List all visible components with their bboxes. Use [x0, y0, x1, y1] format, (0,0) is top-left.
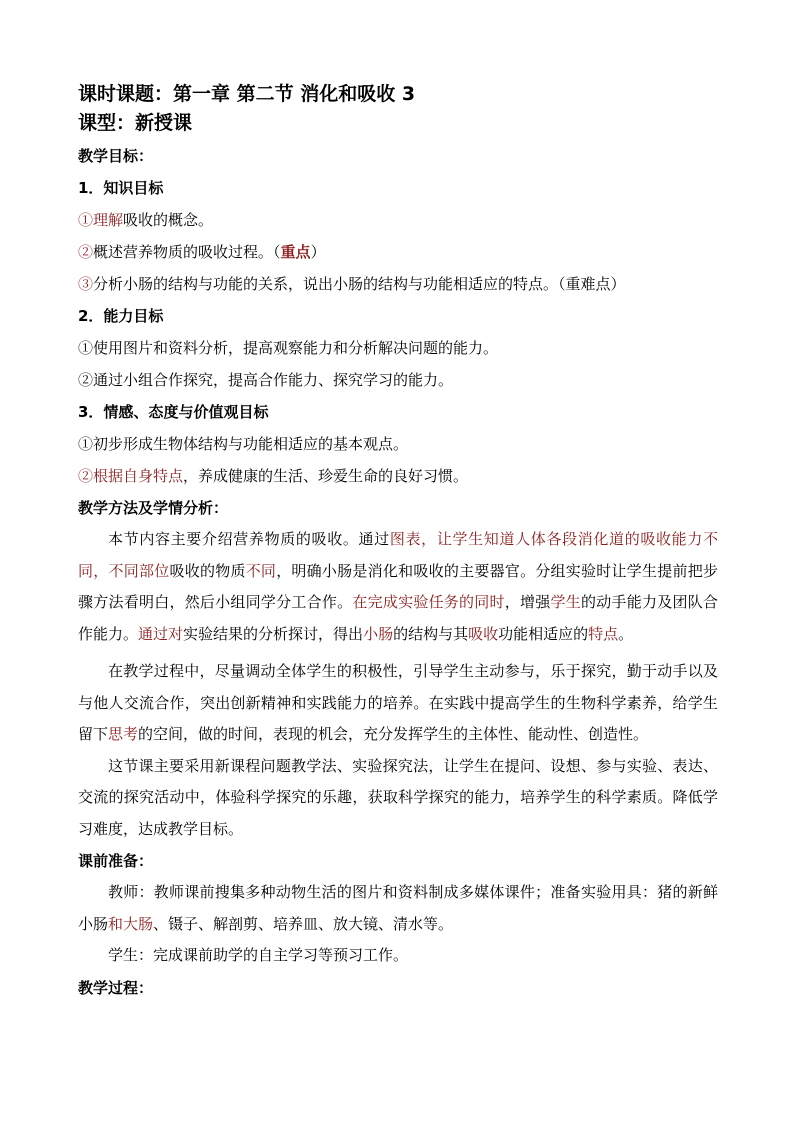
highlight-run: 吸收	[468, 624, 499, 643]
text-run: ，明确小肠是消化和吸收的主要器官。分组实验时让学生提前把步骤方法看明白，然后小组同学分工合作。	[78, 561, 718, 611]
emphasis-text: 重点	[280, 243, 311, 261]
text-run: 的空间，做的时间，表现的机会，充分发挥学生的主体性、能动性、创造性。	[138, 725, 649, 743]
highlight-run: 在完成实验任务的	[352, 593, 475, 611]
item-text: 概述营养物质的吸收过程。	[93, 243, 274, 261]
preparation-teacher	[78, 877, 718, 940]
text-run: 实验结果	[183, 624, 244, 643]
lesson-type: 课型：新授课	[78, 112, 193, 134]
highlight-run: 图表，	[389, 530, 437, 548]
paren-open: （	[273, 243, 281, 261]
emotion-item-2	[78, 460, 718, 492]
knowledge-item-3	[78, 268, 718, 300]
objectives-heading: 教学目标：	[78, 147, 154, 165]
text-run: 的结构与其	[393, 624, 469, 643]
text-run: 在教学过程中，尽量调动全体学生的积极性，引导学生主动参与，乐于探究，勤于动手以及与他人交流合作，突出创新精神和实践能力的培养。在实践中提高学生的生物科学素养，给学生留下	[78, 662, 718, 743]
preparation-student: 学生：完成课前助学的自主学习等预习工作。	[108, 946, 409, 964]
methods-paragraph-2	[78, 656, 718, 751]
highlight-run: 同时	[474, 593, 505, 611]
paren-close: ）	[310, 243, 326, 261]
text-run: 本节内容主要介绍营养物质的吸收。通过	[108, 530, 390, 548]
highlight-text: 根据自身特点	[93, 467, 184, 485]
lesson-title: 课时课题：第一章 第二节 消化和吸收 3	[78, 83, 416, 105]
knowledge-item-1	[78, 204, 718, 236]
text-run: 功能相适应的	[498, 624, 589, 643]
item-marker: ③	[78, 275, 94, 293]
highlight-run: 和大肠	[108, 914, 154, 933]
methods-paragraph-3: 这节课主要采用新课程问题教学法、实验探究法，让学生在提问、设想、参与实验、表达、交流的探究活动中，体验科学探究的乐趣，获取科学探究的能力，培养学生的科学素质。降低学习难度，达成教学目标。	[78, 756, 718, 838]
text-run: 的分析探讨，得出	[243, 624, 364, 643]
ability-item-2: ②通过小组合作探究，提高合作能力、探究学习的能力。	[78, 371, 454, 389]
text-run: 。	[618, 624, 634, 643]
highlight-run: 小肠	[363, 624, 394, 643]
text-run: 吸收的物质	[169, 561, 246, 580]
highlight-run: 思考	[108, 725, 139, 743]
document-page	[78, 80, 718, 1004]
emotion-objectives-heading: 3．情感、态度与价值观目标	[78, 403, 269, 421]
highlight-text: 理解	[93, 211, 124, 229]
text-run: 、镊子、解剖剪、培养皿、放大镜、清水等。	[153, 914, 454, 933]
preparation-heading: 课前准备：	[78, 852, 154, 870]
methods-heading: 教学方法及学情分析：	[78, 499, 229, 517]
text-run: 的动手能力及团队合作能力。	[78, 593, 718, 643]
knowledge-objectives-heading: 1．知识目标	[78, 179, 164, 197]
text-run: ，增强	[504, 593, 551, 611]
methods-paragraph-1	[78, 524, 718, 650]
item-text: 分析小肠的结构与功能的关系，说出小肠的结构与功能相适应的特点。（重难点）	[93, 275, 626, 293]
item-text: 吸收的概念。	[123, 211, 214, 229]
process-heading: 教学过程：	[78, 978, 154, 997]
highlight-run: 通过对	[138, 624, 184, 643]
item-marker: ②	[78, 243, 94, 261]
ability-objectives-heading: 2．能力目标	[78, 307, 164, 325]
ability-item-1: ①使用图片和资料分析，提高观察能力和分析解决问题的能力。	[78, 339, 499, 357]
knowledge-item-2	[78, 236, 718, 268]
highlight-run: 学生	[550, 593, 581, 611]
item-text: ，养成健康的生活、珍爱生命的良好习惯。	[183, 467, 469, 485]
highlight-run: 让学生知道人体各段消化道的吸收能力不同，不同部位	[78, 530, 718, 580]
item-marker: ①	[78, 211, 94, 229]
item-marker: ②	[78, 467, 94, 485]
text-run: 教师：教师课前搜集多种动物生活的图片和资料制成多媒体课件；准备实验用具：猪的新鲜小肠	[78, 883, 718, 933]
highlight-run: 不同	[245, 561, 277, 580]
emotion-item-1: ①初步形成生物体结构与功能相适应的基本观点。	[78, 435, 409, 453]
highlight-run: 特点	[588, 624, 619, 643]
